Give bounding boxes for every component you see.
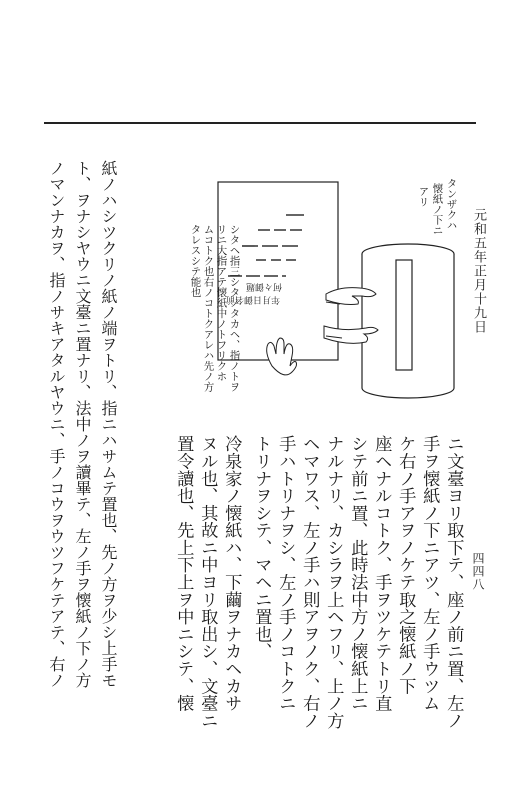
lower-column-1: 紙ノハシツクリノ紙ノ端ヲトリ、指ニハサムテ置也、先ノ方ヲ少シ上手モ [99, 160, 118, 688]
annotation-line1: タンザクハ [445, 178, 458, 231]
body-column-3: ケ右ノ手アヲノケテ取之懐紙ノ下 [395, 435, 416, 695]
page-number: 四四八 [471, 552, 485, 591]
header-rule [44, 122, 476, 124]
sheet-header-label: 年月日御名前 [225, 294, 280, 304]
body-column-1: ニ文臺ヨリ取下テ、座ノ前ニ置、左ノ [443, 435, 464, 729]
caption-line-4: タレスシテ能也 [189, 224, 202, 298]
lower-column-2: ト、ヲナシヤウニ文臺ニ置ナリ、法中ノヲ讀畢テ、左ノ手ヲ懐紙ノ下ノ方 [73, 160, 92, 688]
lower-column-3: ノマンナカヲ、指ノサキアタルヤウニ、手ノコウヲウツフケテアテ、右ノ [47, 160, 66, 688]
sheet-header-label2: 何々御題 [245, 281, 282, 291]
body-column-12: 置令讀也、先上下上ヲ中ニシテ、懐 [173, 435, 194, 712]
body-column-10: 冷泉家ノ懐紙ハ、下繭ヲナカヘカサ [221, 435, 242, 712]
annotation-line2: 懐紙ノ下ニ [431, 183, 444, 236]
body-column-5: シテ前ニ置、此時法中方ノ懐紙上ニ [347, 435, 368, 712]
caption-line-1: シタヘ指三シタノタカヘ、指ノトヲ [228, 224, 241, 392]
body-column-8: 手ハトリナヲシ、左ノ手ノコトクニ [275, 435, 296, 712]
body-column-7: ヘマワス、左ノ手ハ則アヲノク、右ノ [299, 435, 320, 729]
bundai-cylinder [362, 244, 454, 398]
body-column-2: 手ヲ懐紙ノ下ニアツ、左ノ手ウツム [419, 435, 440, 712]
annotation-line3: アリ [417, 186, 430, 207]
body-column-4: 座ヘナルコトク、手ヲツケテトリ直 [371, 435, 392, 712]
date-heading: 元和五年正月十九日 [471, 208, 486, 334]
caption-line-3: ムコトク也右ノコトクアレハ先ノ方 [202, 224, 215, 392]
body-column-11: ヌル也、其故ニ中ヨリ取出シ、文臺ニ [197, 435, 218, 729]
body-column-6: ナルナリ、カシラヲ上ヘフリ、上ノ方 [323, 435, 344, 729]
caption-line-2: リニ大指アテ懐紙中ノトフリクホ [215, 224, 228, 382]
body-column-9: トリナヲシテ、マヘニ置也、 [251, 435, 272, 660]
